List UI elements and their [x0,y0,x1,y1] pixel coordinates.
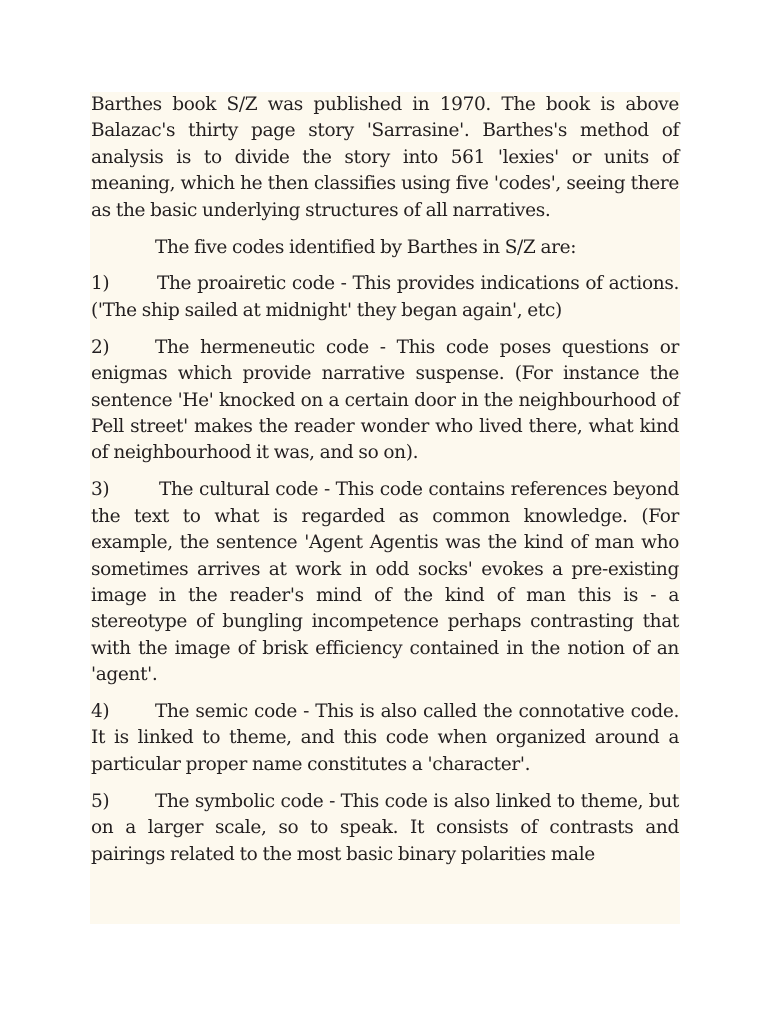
list-item-text: The hermeneutic code - This code poses questions or enigmas which provide narrative suspense. (For instance the sentence 'He' knocked on a certain door in the neighbourhood of Pell street' makes the reader wonder who lived there, what kind of neighbourhood it was, and so on). [91,336,679,464]
list-number: 2) [91,336,110,358]
list-item-text: The semic code - This is also called the connotative code. It is linked to theme, and this code when organized around a particular proper name constitutes a 'character'. [91,701,679,775]
list-item-text: The symbolic code - This code is also linked to theme, but on a larger scale, so to speak. It consists of contrasts and pairings related to the most basic binary polarities male [91,790,679,865]
list-item-semic [91,699,679,778]
list-item-proairetic [91,271,679,324]
list-item-symbolic [91,789,679,868]
codes-heading: The five codes identified by Barthes in S/Z are: [155,236,577,258]
list-number: 1) [91,273,110,295]
text-block [90,92,680,924]
list-item-hermeneutic [91,335,679,467]
list-item-cultural [91,477,679,688]
list-number: 5) [91,790,110,812]
list-item-text: The proairetic code - This provides indications of actions. ('The ship sailed at midnight' they began again', etc) [91,273,679,321]
list-number: 3) [91,479,110,501]
intro-paragraph: Barthes book S/Z was published in 1970. The book is above Balazac's thirty page story 'Sarrasine'. Barthes's method of analysis is to divide the story into 561 'lexies' or units of meaning, which he then classifies using five 'codes', seeing there as the basic underlying structures of all narratives. [91,94,679,221]
list-item-text: The cultural code - This code contains references beyond the text to what is regarded as common knowledge. (For example, the sentence 'Agent Agentis was the kind of man who sometimes arrives at work in odd socks' evokes a pre-existing image in the reader's mind of the kind of man this is - a stereotype of bungling incompetence perhaps contrasting that with the image of brisk efficiency contained in the notion of an 'agent'. [91,479,679,686]
list-number: 4) [91,701,110,723]
